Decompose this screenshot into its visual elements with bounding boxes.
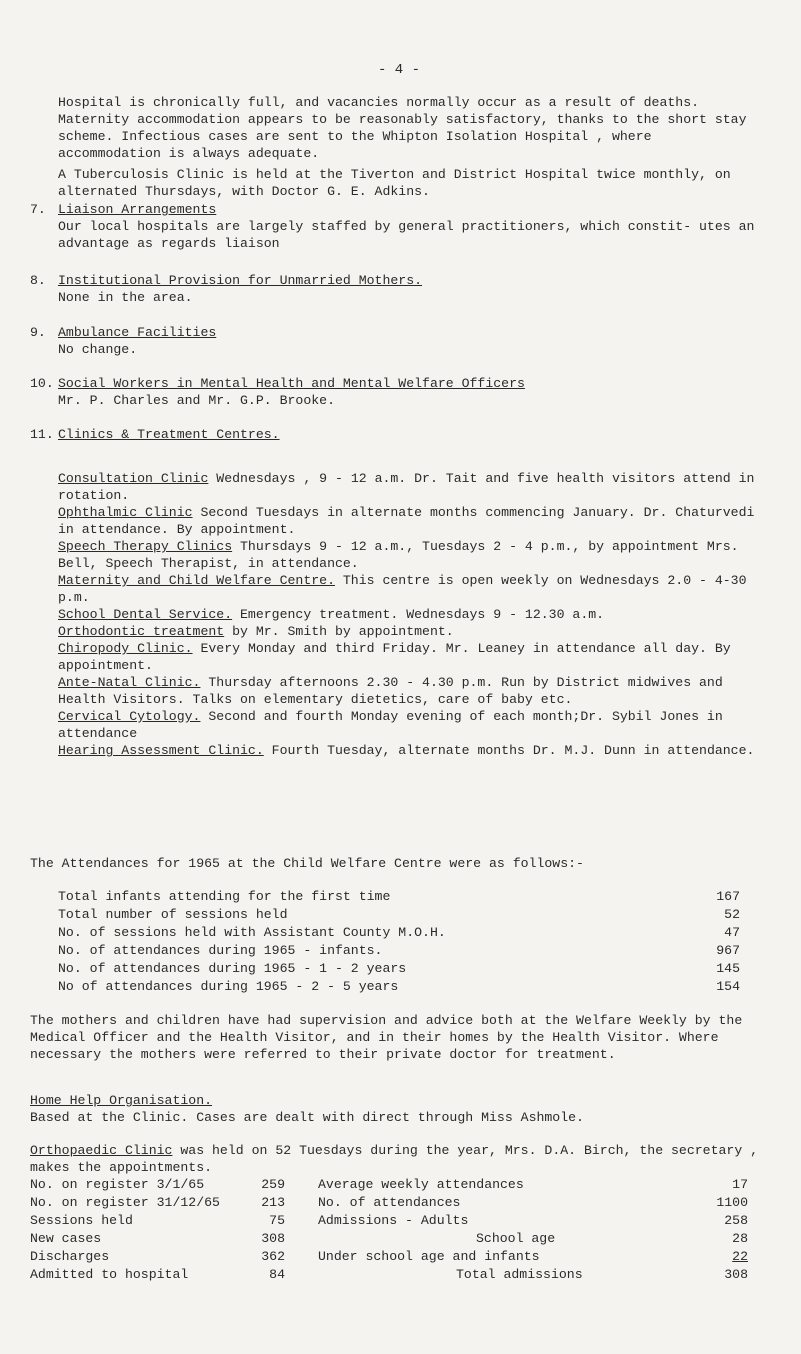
ortho-left-label: Sessions held — [30, 1213, 133, 1228]
ortho-left-label: No. on register 3/1/65 — [30, 1177, 205, 1192]
clinic-chiropody: Chiropody Clinic. Every Monday and third Friday. Mr. Leaney in attendance all day. By appointment. — [58, 641, 731, 673]
section-8-title: Institutional Provision for Unmarried Mothers. — [58, 273, 423, 288]
section-8-number: 8. — [30, 273, 46, 288]
attendance-row-value: 967 — [716, 943, 740, 958]
clinic-school-dental: School Dental Service. Emergency treatment. Wednesdays 9 - 12.30 a.m. — [58, 607, 605, 622]
home-help-title: Home Help Organisation. — [30, 1093, 213, 1108]
attendance-row-label: Total number of sessions held — [58, 907, 288, 922]
ortho-right-label: Admissions - Adults — [318, 1213, 469, 1228]
ortho-left-value: 259 — [261, 1177, 285, 1192]
clinic-maternity-child-welfare: Maternity and Child Welfare Centre. This centre is open weekly on Wednesdays 2.0 - 4-30 p.m. — [58, 573, 747, 605]
ortho-left-label: No. on register 31/12/65 — [30, 1195, 220, 1210]
attendance-row-value: 47 — [724, 925, 740, 940]
ortho-left-label: Discharges — [30, 1249, 110, 1264]
attendance-row-label: No. of attendances during 1965 - infants. — [58, 943, 383, 958]
attendance-row-label: No of attendances during 1965 - 2 - 5 years — [58, 979, 399, 994]
section-10-title: Social Workers in Mental Health and Mental Welfare Officers — [58, 376, 525, 391]
clinics-list — [58, 470, 758, 759]
ortho-right-label: Under school age and infants — [318, 1249, 540, 1264]
ortho-right-value: 17 — [732, 1177, 748, 1192]
section-8-body: None in the area. — [58, 290, 193, 305]
attendance-row-label: No. of attendances during 1965 - 1 - 2 years — [58, 961, 407, 976]
clinic-ophthalmic: Ophthalmic Clinic Second Tuesdays in alternate months commencing January. Dr. Chaturvedi in attendance. By appointment. — [58, 505, 755, 537]
clinic-ante-natal: Ante-Natal Clinic. Thursday afternoons 2.30 - 4.30 p.m. Run by District midwives and Health Visitors. Talks on elementary dietetics, care of baby etc. — [58, 675, 723, 707]
ortho-right-value: 308 — [724, 1267, 748, 1282]
ortho-right-label: No. of attendances — [318, 1195, 461, 1210]
home-help-body: Based at the Clinic. Cases are dealt with direct through Miss Ashmole. — [30, 1110, 584, 1125]
section-7 — [58, 201, 758, 252]
attendance-note: The mothers and children have had supervision and advice both at the Welfare Weekly by the Medical Officer and the Health Visitor, and in their homes by the Health Visitor. Where necessary the mothers were referred to their private doctor for treatment. — [30, 1013, 743, 1062]
attendance-row-value: 52 — [724, 907, 740, 922]
ortho-left-label: Admitted to hospital — [30, 1267, 189, 1282]
page-number: - 4 - — [378, 62, 421, 78]
section-8 — [58, 272, 758, 306]
section-10 — [58, 375, 758, 409]
attendance-row-value: 145 — [716, 961, 740, 976]
section-7-number: 7. — [30, 202, 46, 217]
intro-paragraph-1: Hospital is chronically full, and vacancies normally occur as a result of deaths. Maternity accommodation appears to be reasonably satisfactory, thanks to the short stay scheme. Infectious cases are sent to the Whipton Isolation Hospital , where accommodation is always adequate. — [58, 95, 747, 161]
section-7-body: Our local hospitals are largely staffed by general practitioners, which constit- utes an advantage as regards liaison — [58, 219, 755, 251]
attendance-row-value: 154 — [716, 979, 740, 994]
intro-paragraph-2: A Tuberculosis Clinic is held at the Tiverton and District Hospital twice monthly, on alternated Thursdays, with Doctor G. E. Adkins. — [58, 167, 731, 199]
section-11 — [58, 426, 758, 443]
attendance-row-label: No. of sessions held with Assistant County M.O.H. — [58, 925, 446, 940]
ortho-right-label: Total admissions — [456, 1267, 583, 1282]
ortho-right-label: Average weekly attendances — [318, 1177, 524, 1192]
ortho-left-label: New cases — [30, 1231, 102, 1246]
ortho-left-value: 75 — [269, 1213, 285, 1228]
ortho-right-label: School age — [476, 1231, 556, 1246]
section-10-number: 10. — [30, 376, 54, 391]
ortho-left-value: 84 — [269, 1267, 285, 1282]
ortho-left-value: 362 — [261, 1249, 285, 1264]
ortho-right-value: 258 — [724, 1213, 748, 1228]
clinic-hearing-assessment: Hearing Assessment Clinic. Fourth Tuesday, alternate months Dr. M.J. Dunn in attendance. — [58, 743, 755, 758]
clinic-cervical-cytology: Cervical Cytology. Second and fourth Monday evening of each month;Dr. Sybil Jones in attendance — [58, 709, 723, 741]
section-11-title: Clinics & Treatment Centres. — [58, 427, 280, 442]
ortho-right-value: 1100 — [716, 1195, 748, 1210]
attendance-row-label: Total infants attending for the first time — [58, 889, 391, 904]
ortho-left-value: 213 — [261, 1195, 285, 1210]
section-11-number: 11. — [30, 427, 54, 442]
section-9-number: 9. — [30, 325, 46, 340]
section-10-body: Mr. P. Charles and Mr. G.P. Brooke. — [58, 393, 335, 408]
clinic-consultation: Consultation Clinic Wednesdays , 9 - 12 a.m. Dr. Tait and five health visitors attend in rotation. — [58, 471, 755, 503]
orthopaedic-intro: Orthopaedic Clinic was held on 52 Tuesdays during the year, Mrs. D.A. Birch, the secretary , makes the appointments. — [30, 1143, 759, 1175]
section-9-body: No change. — [58, 342, 138, 357]
attendance-heading: The Attendances for 1965 at the Child Welfare Centre were as follows:- — [30, 856, 584, 871]
ortho-left-value: 308 — [261, 1231, 285, 1246]
ortho-right-value: 28 — [732, 1231, 748, 1246]
attendance-row-value: 167 — [716, 889, 740, 904]
clinic-speech-therapy: Speech Therapy Clinics Thursdays 9 - 12 a.m., Tuesdays 2 - 4 p.m., by appointment Mrs. Bell, Speech Therapist, in attendance. — [58, 539, 739, 571]
section-9 — [58, 324, 758, 358]
section-7-title: Liaison Arrangements — [58, 202, 217, 217]
clinic-orthodontic: Orthodontic treatment by Mr. Smith by appointment. — [58, 624, 454, 639]
ortho-right-value: 22 — [732, 1249, 748, 1264]
section-9-title: Ambulance Facilities — [58, 325, 217, 340]
